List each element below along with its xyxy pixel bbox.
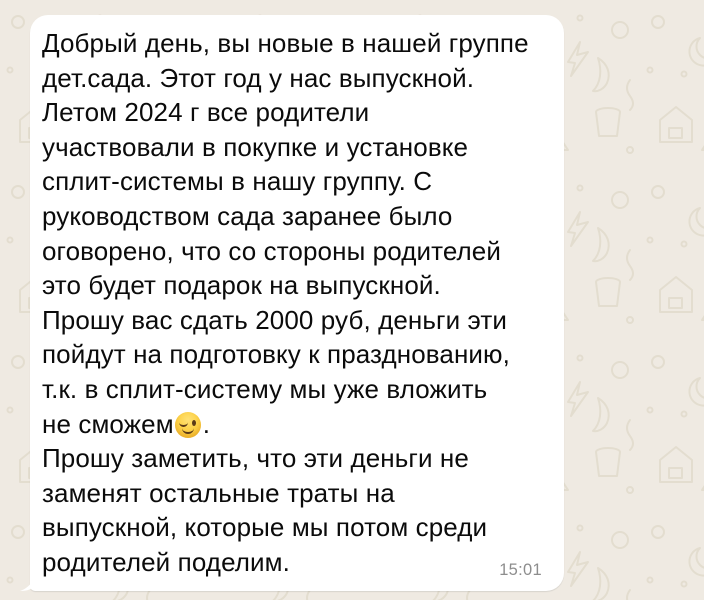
- message-line: выпускной, которые мы потом среди: [42, 512, 488, 543]
- incoming-message-bubble[interactable]: [30, 15, 564, 591]
- wink-emoji: [175, 412, 201, 438]
- message-line: заменят остальные траты на: [42, 477, 395, 508]
- message-line: сплит-системы в нашу группу. С: [42, 166, 433, 197]
- message-text: [42, 26, 546, 580]
- message-line: участвовали в покупке и установке: [42, 131, 469, 162]
- message-line: Добрый день, вы новые в нашей группе: [42, 28, 529, 58]
- message-line: Летом 2024 г все родители: [42, 97, 370, 128]
- message-line: дет.сада. Этот год у нас выпускной.: [42, 62, 475, 93]
- message-timestamp: 15:01: [499, 560, 542, 579]
- message-line: не сможем .: [42, 408, 211, 439]
- bubble-tail: [20, 570, 35, 591]
- message-line: Прошу вас сдать 2000 руб, деньги эти: [42, 304, 507, 335]
- message-line: т.к. в сплит-систему мы уже вложить: [42, 373, 488, 404]
- message-line: руководством сада заранее было: [42, 200, 453, 231]
- message-line: родителей поделим.: [42, 546, 290, 577]
- message-line: пойдут на подготовку к празднованию,: [42, 339, 510, 370]
- message-line: оговорено, что со стороны родителей: [42, 235, 501, 266]
- message-line: это будет подарок на выпускной.: [42, 270, 441, 301]
- message-line: Прошу заметить, что эти деньги не: [42, 443, 469, 474]
